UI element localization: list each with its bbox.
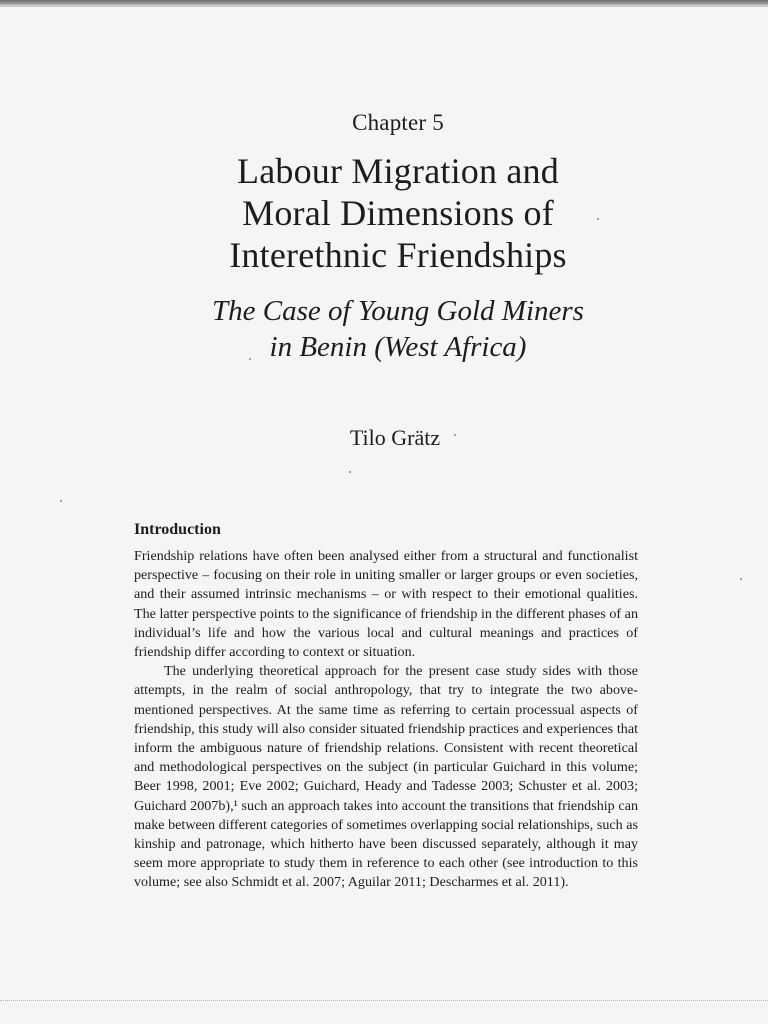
author-name: Tilo Grätz xyxy=(349,425,441,450)
scan-bottom-edge xyxy=(0,1000,768,1002)
chapter-title-line: Interethnic Friendships xyxy=(229,235,567,275)
chapter-subtitle xyxy=(0,293,768,365)
body-text xyxy=(134,547,638,893)
chapter-label: Chapter 5 xyxy=(352,110,444,135)
paragraph: The underlying theoretical approach for the present case study sides with those attempts, in the realm of social anthropology, that try to integrate the two above-mentioned perspectives. At the same time as referring to certain processual aspects of friendship, this study will also consider situated friendship practices and experiences that inform the ambiguous nature of friendship relations. Consistent with recent theoretical and methodological perspectives on the subject (in particular Guichard in this volume; Beer 1998, 2001; Eve 2002; Guichard, Heady and Tadesse 2003; Schuster et al. 2003; Guichard 2007b),¹ such an approach takes into account the transitions that friendship can make between different categories of sometimes overlapping social relationships, such as kinship and patronage, which hitherto have been discussed separately, although it may seem more appropriate to study them in reference to each other (see introduction to this volume; see also Schmidt et al. 2007; Aguilar 2011; Descharmes et al. 2011). xyxy=(134,663,638,891)
chapter-title-line: Moral Dimensions of xyxy=(242,193,554,233)
scan-speck xyxy=(349,471,351,473)
paragraph: Friendship relations have often been analysed either from a structural and functionalist perspective – focusing on their role in uniting smaller or larger groups or even societies, and their assumed intrinsic mechanisms – or with respect to their emotional qualities. The latter perspective points to the significance of friendship in the different phases of an individual’s life and how the various local and cultural meanings and practices of friendship differ according to context or situation. xyxy=(134,548,638,661)
scan-speck xyxy=(454,434,456,436)
scan-speck xyxy=(60,500,62,502)
chapter-subtitle-line: in Benin (West Africa) xyxy=(269,331,527,363)
scan-top-edge-line xyxy=(0,6,768,7)
chapter-title xyxy=(0,150,768,276)
scan-speck xyxy=(740,578,742,580)
section-heading: Introduction xyxy=(134,521,221,538)
chapter-title-line: Labour Migration and xyxy=(237,151,559,191)
scan-speck xyxy=(597,218,599,220)
scan-speck xyxy=(249,358,251,360)
chapter-subtitle-line: The Case of Young Gold Miners xyxy=(212,295,584,327)
